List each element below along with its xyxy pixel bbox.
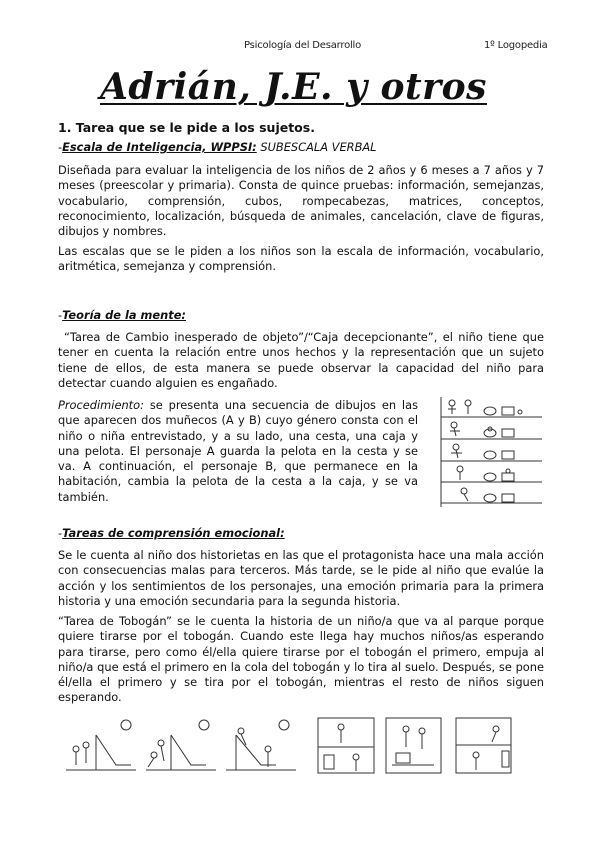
tom-dash: - <box>58 308 63 322</box>
emo-heading <box>58 526 544 541</box>
tom-procedure <box>58 398 418 505</box>
emo-paragraph-1: Se le cuenta al niño dos historietas en las que el protagonista hace una mala acción con consecuencias malas para terceros. Más tarde, se le pide al niño que evalúe la acción y los sentimientos de los personajes, una emoción primaria para la primera historia y una emoción secundaria para la segunda historia. <box>58 548 544 608</box>
procedure-text: se presenta una secuencia de dibujos en las que aparecen dos muñecos (A y B) cuyo género consta con el niño o niña entrevistado, y a su lado, una cesta, una caja y una pelota. El personaje A guarda la pelota en la cesta y se va. A continuación, el personaje B, que permanece en la habitación, cambia la pelota de la cesta a la caja, y se va también. <box>58 398 418 504</box>
slide-panel-6 <box>456 718 511 773</box>
wppsi-sublabel: SUBESCALA VERBAL <box>256 140 377 154</box>
emo-label: Tareas de comprensión emocional: <box>62 526 285 540</box>
header-group: 1º Logopedia <box>484 40 548 51</box>
wppsi-label: Escala de Inteligencia, WPPSI: <box>62 140 257 154</box>
tom-heading <box>58 308 544 323</box>
section-heading: 1. Tarea que se le pide a los sujetos. <box>58 120 315 135</box>
wppsi-dash: - <box>58 140 63 154</box>
slide-panel-4 <box>318 718 374 773</box>
slide-panel-2 <box>146 720 216 770</box>
page-title: Adrián, J.E. y otros <box>100 66 487 108</box>
tom-paragraph-1: “Tarea de Cambio inesperado de objeto”/“Caja decepcionante”, el niño tiene que tener en cuenta la relación entre unos hechos y la representación que un sujeto tiene de ellos, de esta manera se puede observar la capacidad del niño para detectar cuando alguien es engañado. <box>58 330 544 390</box>
wppsi-paragraph-2: Las escalas que se le piden a los niños son la escala de información, vocabulario, aritmética, semejanza y comprensión. <box>58 244 544 274</box>
emo-dash: - <box>58 526 63 540</box>
header-course: Psicología del Desarrollo <box>244 40 362 51</box>
slide-story-illustrations <box>56 715 546 780</box>
slide-panel-3 <box>226 720 296 770</box>
slide-panel-1 <box>66 720 136 770</box>
tom-label: Teoría de la mente: <box>62 308 186 322</box>
emo-paragraph-2: “Tarea de Tobogán” se le cuenta la historia de un niño/a que va al parque porque quiere tirarse por el tobogán. Cuando este llega hay muchos niños/as esperando para tirarse, pero como él/ella quiere tirarse por el tobogán el primero, empuja al niño/a que está el primero en la cola del tobogán y lo tira al suelo. Después, se pone él/ella el primero y se tira por el tobogán, mientras el resto de niños siguen esperando. <box>58 614 544 705</box>
tom-sequence-illustration <box>438 395 544 510</box>
wppsi-heading <box>58 140 544 155</box>
wppsi-paragraph-1: Diseñada para evaluar la inteligencia de los niños de 2 años y 6 meses a 7 años y 7 meses (preescolar y primaria). Consta de quince pruebas: información, semejanzas, vocabulario, comprensión, cubos, rompecabezas, matrices, conceptos, reconocimiento, localización, búsqueda de animales, cancelación, clave de figuras, dibujos y nombres. <box>58 163 544 239</box>
procedure-label: Procedimiento: <box>58 398 144 412</box>
slide-panel-5 <box>386 718 441 773</box>
